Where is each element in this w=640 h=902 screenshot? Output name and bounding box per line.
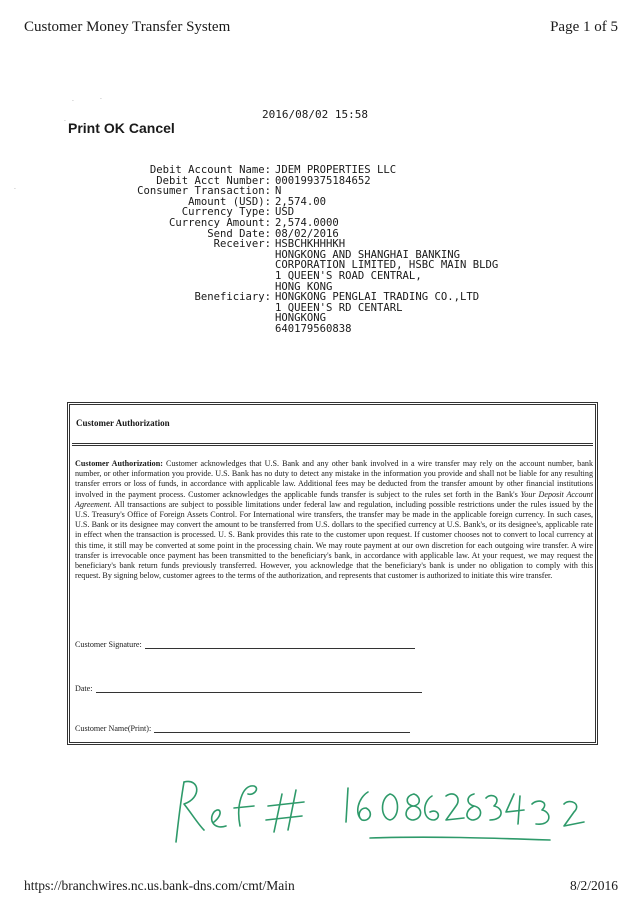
detail-label: Beneficiary: [194, 291, 271, 304]
name-field [75, 723, 410, 733]
handwritten-reference-note [170, 770, 600, 860]
signature-label: Customer Signature: [75, 640, 142, 649]
detail-value: 1 QUEEN'S RD CENTARL [275, 301, 403, 314]
detail-row [120, 271, 498, 282]
scan-speck: · [100, 96, 102, 103]
scan-speck: · [64, 118, 66, 125]
scan-speck: · [72, 98, 74, 105]
detail-row [120, 218, 498, 229]
detail-value: 640179560838 [275, 322, 352, 335]
cancel-link[interactable]: Cancel [128, 120, 175, 136]
scan-speck: · [14, 186, 16, 193]
detail-value: HONG KONG [275, 280, 333, 293]
authorization-body-2: All transactions are subject to possible limitations under federal law and regulation, including possible restrictions under the rules issued by the U.S. Treasury's Office of Foreign Assets Control. For International wire transfers, the transfer may be made in the applicable foreign currency. In such cases, U.S. Bank or its designee may convert the amount to be transferred from U.S. dollars to the specified currency at U.S. Bank's, or its designee's, applicable rate in effect when the transaction is processed. U. S. Bank provides this rate to the customer upon request. If customer chooses not to convert to local currency at this time, it still may be converted at some point in the processing chain. We may route payment at our own discretion for each outgoing wire transfer. A wire transfer is irrevocable once payment has been transmitted to the beneficiary's bank, in accordance with applicable law. At your request, we may request the beneficiary's bank return funds previously transferred. However, you acknowledge that the beneficiary's bank is under no obligation to comply with this request. By signing below, customer agrees to the terms of the authorization, and represents that customer is authorized to initiate this wire transfer. [75, 499, 593, 581]
date-line[interactable] [96, 683, 422, 693]
detail-value: N [275, 185, 282, 198]
footer-url: https://branchwires.nc.us.bank-dns.com/cmt/Main [24, 878, 295, 893]
detail-value: 2,574.00 [275, 195, 327, 208]
ok-link[interactable]: OK [103, 120, 125, 136]
authorization-title: Customer Authorization [76, 418, 170, 428]
detail-label: Consumer Transaction: [137, 185, 271, 198]
name-label: Customer Name(Print): [75, 724, 152, 733]
detail-label [120, 250, 271, 261]
detail-value: HONGKONG [275, 312, 327, 325]
detail-value: USD [275, 206, 295, 219]
detail-label [120, 303, 271, 314]
footer-date: 8/2/2016 [569, 878, 618, 893]
detail-value: CORPORATION LIMITED, HSBC MAIN BLDG [275, 259, 499, 272]
signature-line[interactable] [145, 639, 415, 649]
detail-value: JDEM PROPERTIES LLC [275, 164, 397, 176]
transfer-details [120, 165, 498, 335]
detail-row [120, 324, 498, 335]
detail-label [120, 313, 271, 324]
date-label: Date: [75, 684, 93, 693]
divider [72, 443, 593, 446]
deposit-agreement-title: Your Deposit Account Agreement. [75, 489, 593, 509]
detail-label: Amount (USD): [188, 195, 271, 208]
signature-field [75, 639, 415, 649]
detail-value: 08/02/2016 [275, 227, 339, 240]
detail-label: Currency Amount: [168, 216, 271, 229]
customer-authorization-box [67, 402, 598, 745]
timestamp: 2016/08/02 15:58 [262, 108, 368, 121]
detail-value: HONGKONG PENGLAI TRADING CO.,LTD [275, 291, 480, 304]
authorization-lead: Customer Authorization: [75, 459, 163, 468]
action-links [68, 120, 179, 136]
page-number: Page 1 of 5 [550, 19, 618, 35]
detail-label [120, 260, 271, 271]
detail-label: Send Date: [207, 227, 271, 240]
detail-value: HSBCHKHHHKH [275, 238, 346, 251]
detail-label [120, 271, 271, 282]
detail-value: 1 QUEEN'S ROAD CENTRAL, [275, 269, 422, 282]
detail-label: Debit Acct Number: [156, 174, 271, 187]
name-line[interactable] [154, 723, 410, 733]
authorization-text [75, 459, 593, 581]
detail-label: Debit Account Name: [149, 164, 271, 176]
print-link[interactable]: Print [68, 120, 100, 136]
date-field [75, 683, 422, 693]
authorization-body-1: Customer acknowledges that U.S. Bank and any other bank involved in a wire transfer may rely on the account number, bank number, or other information you provide. U.S. Bank has no duty to detect any mistake in the information you provide and shall not be liable for any resulting transfer errors or loss of funds, in accordance with applicable law. Additional fees may be deducted from the transfer amount by other financial institutions involved in the payment process. Customer acknowledges the applicable funds transfer is subject to the rules set forth in the Bank's [75, 459, 594, 499]
detail-label [120, 324, 271, 335]
detail-value: HONGKONG AND SHANGHAI BANKING [275, 248, 460, 261]
detail-value: 2,574.0000 [275, 216, 339, 229]
detail-row [120, 165, 498, 176]
detail-label: Receiver: [213, 238, 271, 251]
detail-value: 000199375184652 [275, 174, 371, 187]
detail-row [120, 197, 498, 208]
detail-label: Currency Type: [181, 206, 271, 219]
page-header-title: Customer Money Transfer System [24, 19, 231, 35]
